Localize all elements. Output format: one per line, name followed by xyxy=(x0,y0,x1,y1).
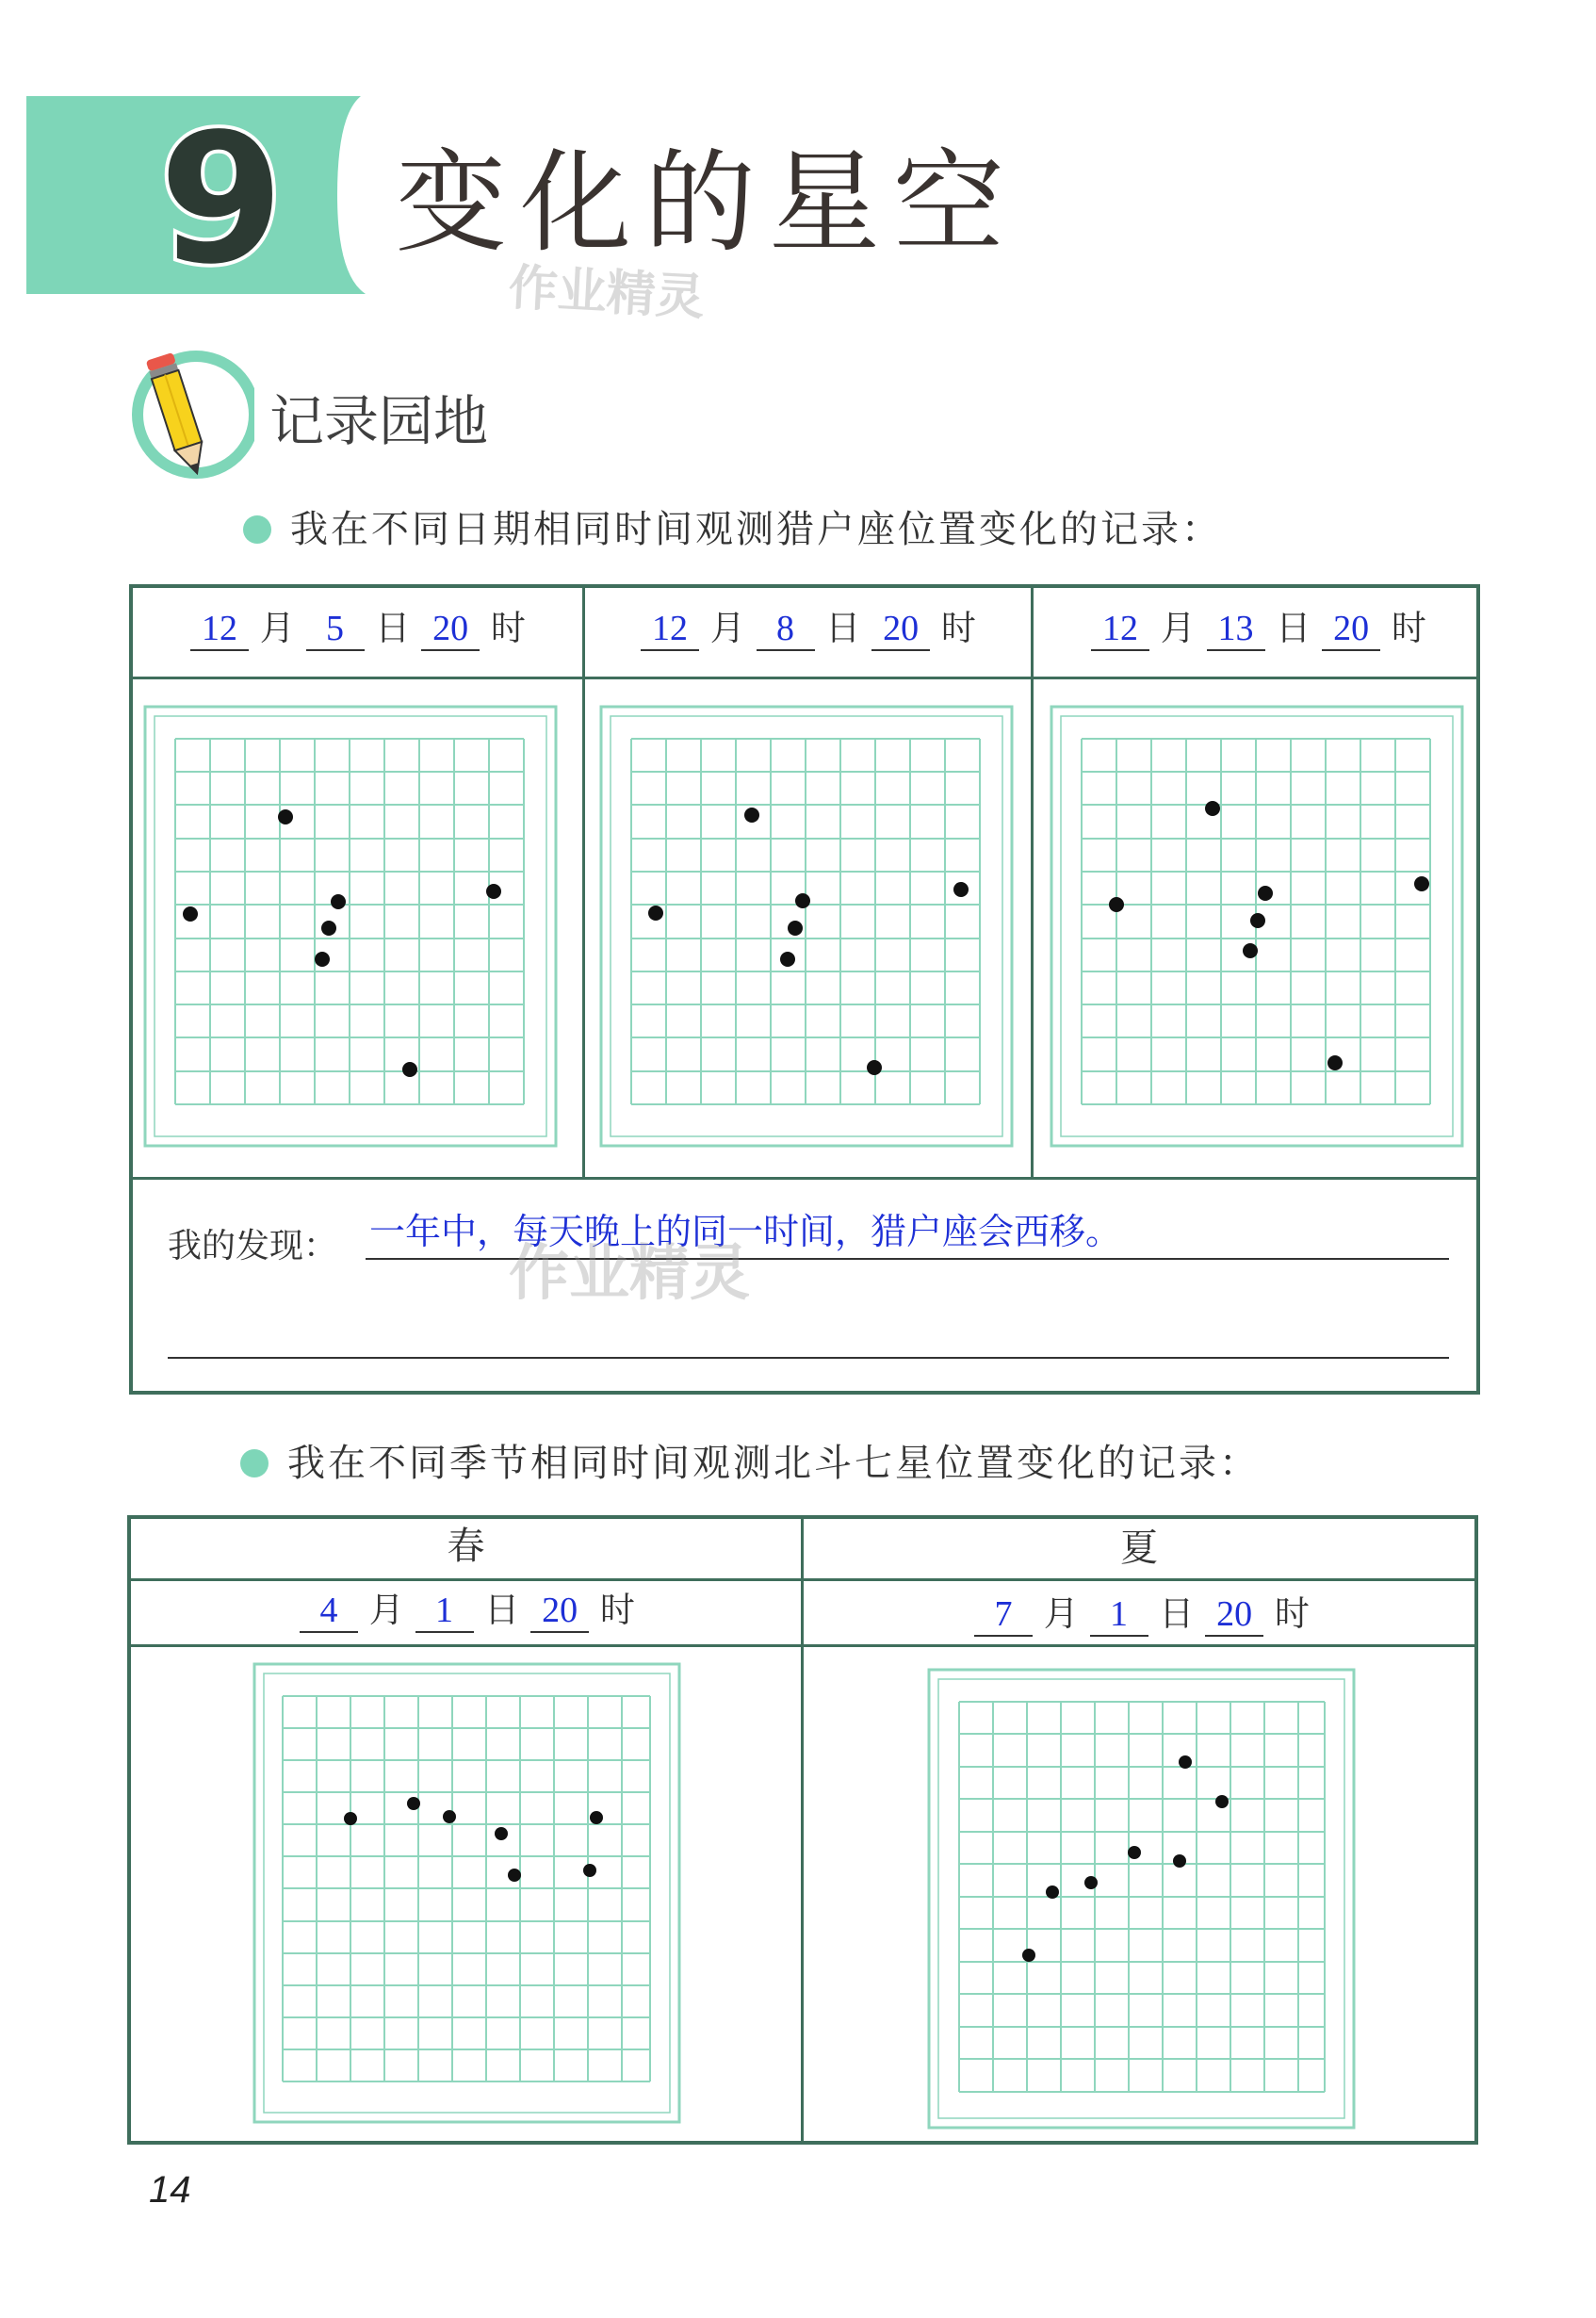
day-unit: 日 xyxy=(1159,1593,1195,1634)
divider xyxy=(801,1517,804,2143)
section-title: 记录园地 xyxy=(269,389,489,453)
finding-label: 我的发现： xyxy=(168,1227,338,1265)
hour-value: 20 xyxy=(421,608,480,651)
hour-value: 20 xyxy=(1205,1593,1263,1637)
hour-unit: 时 xyxy=(490,608,526,648)
dipper-date-spring xyxy=(300,1587,635,1634)
month-value: 12 xyxy=(190,608,249,651)
day-unit: 日 xyxy=(1276,608,1311,648)
answer-line xyxy=(168,1357,1449,1359)
orion-star-chart-2 xyxy=(599,705,1014,1148)
month-value: 12 xyxy=(641,608,699,651)
watermark: 作业精灵 xyxy=(509,1239,750,1309)
orion-star-chart-1 xyxy=(143,705,558,1148)
dipper-intro: 我在不同季节相同时间观测北斗七星位置变化的记录： xyxy=(287,1442,1260,1485)
hour-value: 20 xyxy=(530,1590,589,1633)
day-value: 5 xyxy=(306,608,365,651)
month-unit: 月 xyxy=(368,1590,404,1630)
day-unit: 日 xyxy=(375,608,411,648)
day-value: 13 xyxy=(1207,608,1265,651)
season-spring: 春 xyxy=(447,1525,485,1568)
month-value: 4 xyxy=(300,1590,358,1633)
month-unit: 月 xyxy=(1160,608,1196,648)
orion-star-chart-3 xyxy=(1050,705,1464,1148)
month-value: 7 xyxy=(974,1593,1033,1637)
hour-value: 20 xyxy=(1322,608,1380,651)
bullet-icon xyxy=(243,515,271,544)
day-value: 1 xyxy=(1090,1593,1148,1637)
hour-unit: 时 xyxy=(1391,608,1426,648)
hour-unit: 时 xyxy=(940,608,976,648)
orion-date-2 xyxy=(641,605,976,652)
page-number: 14 xyxy=(149,2169,191,2211)
bullet-icon xyxy=(240,1449,269,1477)
orion-date-3 xyxy=(1091,605,1426,652)
dipper-date-summer xyxy=(974,1591,1310,1638)
orion-intro: 我在不同日期相同时间观测猎户座位置变化的记录： xyxy=(290,508,1222,551)
dipper-star-chart-spring xyxy=(252,1662,681,2124)
hour-unit: 时 xyxy=(599,1590,635,1630)
divider xyxy=(131,1177,1478,1180)
hour-value: 20 xyxy=(871,608,930,651)
dipper-star-chart-summer xyxy=(927,1668,1356,2130)
divider xyxy=(582,586,585,1178)
day-unit: 日 xyxy=(484,1590,520,1630)
watermark: 作业精灵 xyxy=(507,259,707,327)
chapter-number: 9 xyxy=(158,95,285,303)
day-unit: 日 xyxy=(825,608,861,648)
day-value: 1 xyxy=(415,1590,474,1633)
day-value: 8 xyxy=(757,608,815,651)
season-summer: 夏 xyxy=(1120,1526,1158,1570)
chapter-title: 变化的星空 xyxy=(396,138,1018,268)
month-unit: 月 xyxy=(259,608,295,648)
divider xyxy=(131,677,1478,679)
month-unit: 月 xyxy=(709,608,745,648)
orion-date-1 xyxy=(190,605,526,652)
hour-unit: 时 xyxy=(1274,1593,1310,1634)
month-unit: 月 xyxy=(1043,1593,1079,1634)
finding-text: 一年中，每天晚上的同一时间，猎户座会西移。 xyxy=(369,1211,1122,1252)
divider xyxy=(1031,586,1034,1178)
month-value: 12 xyxy=(1091,608,1149,651)
pencil-icon xyxy=(122,344,254,485)
